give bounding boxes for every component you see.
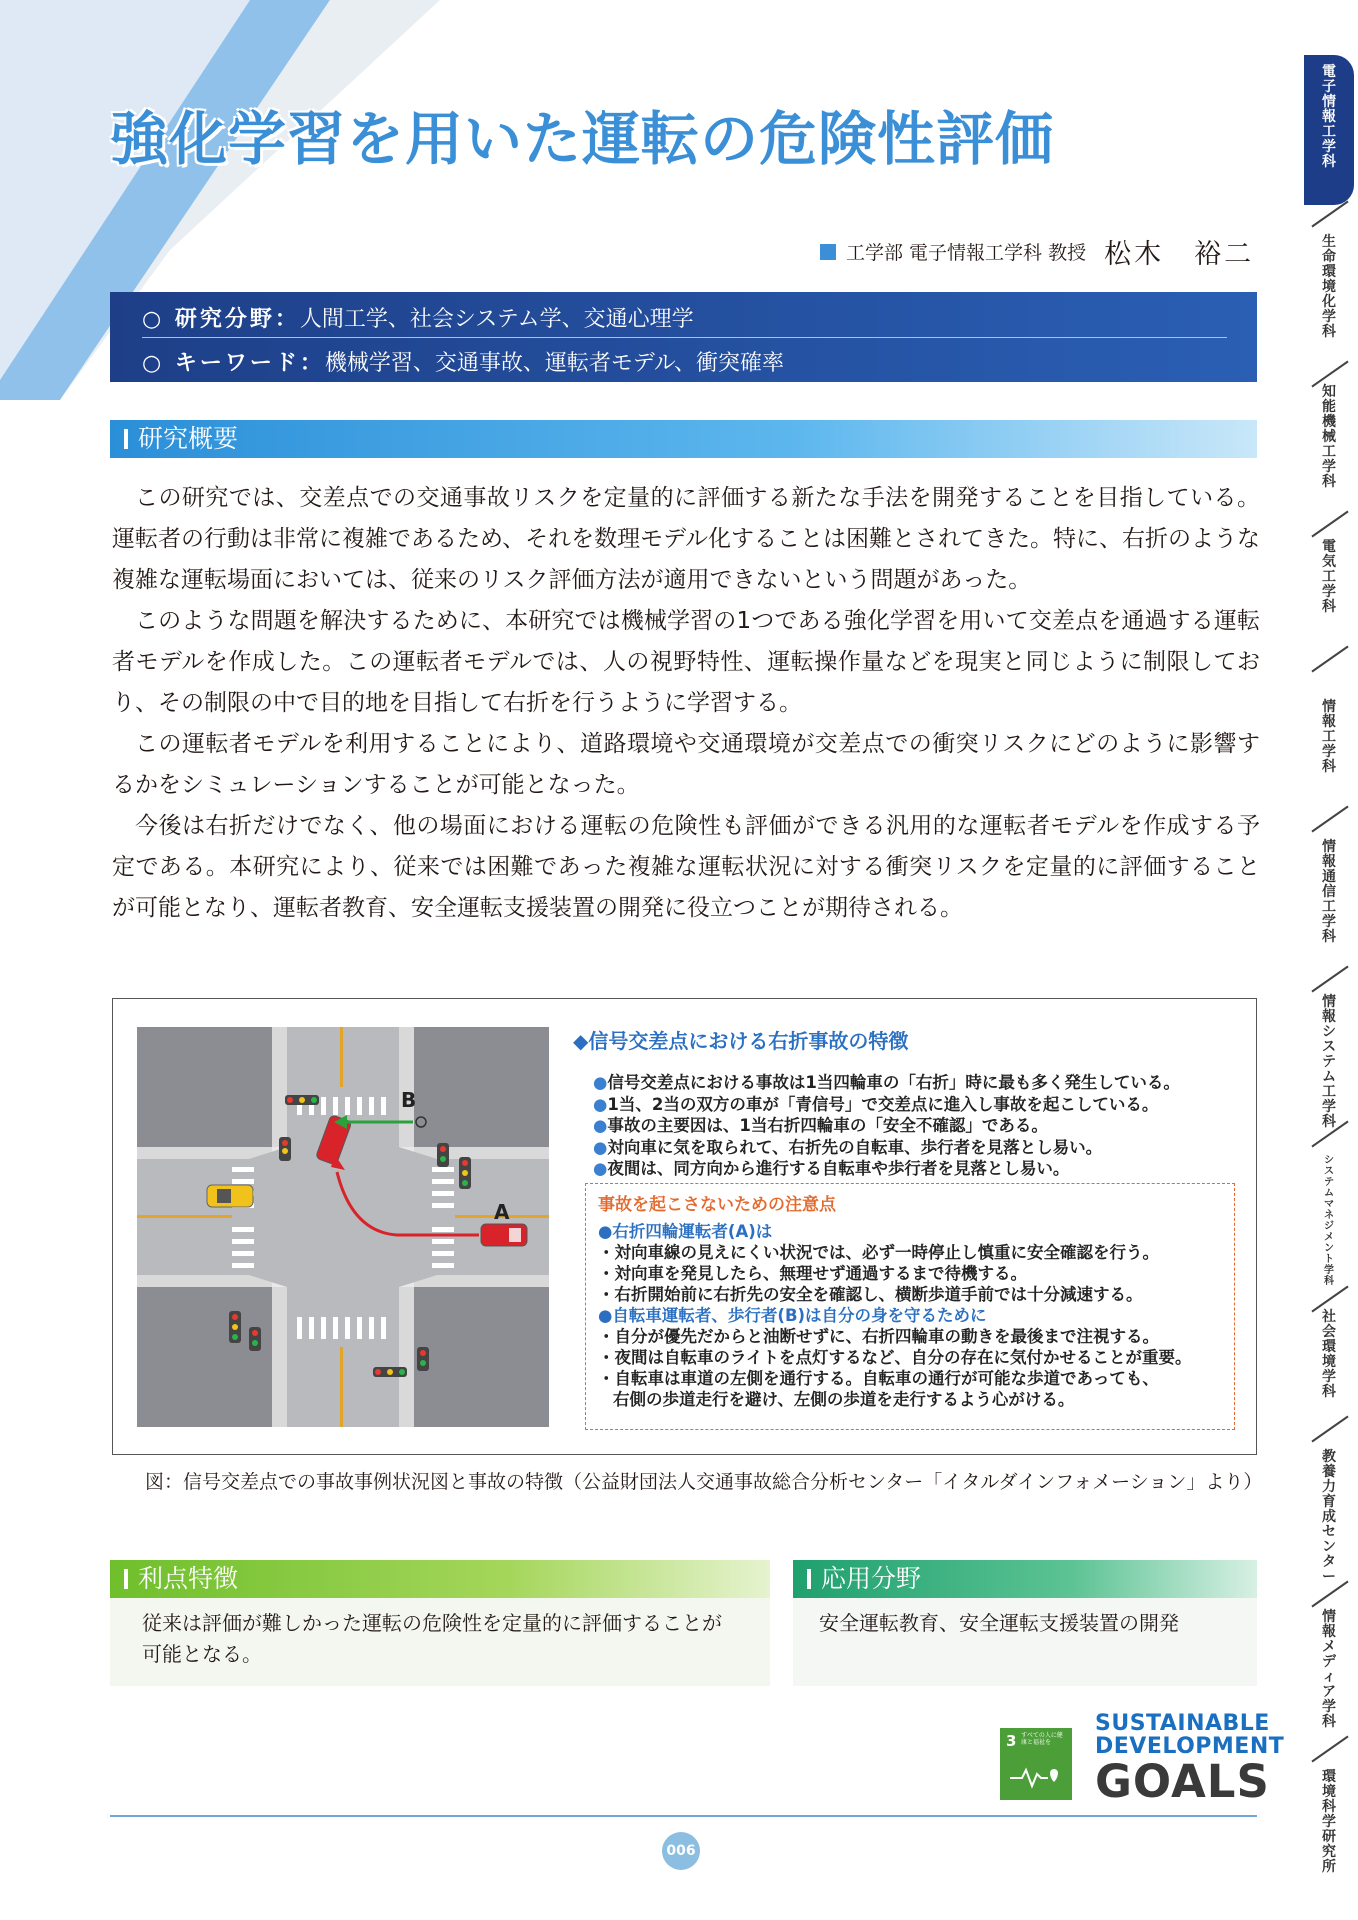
- research-field-value: 人間工学、社会システム学、交通心理学: [299, 307, 694, 332]
- tab-separator: [1311, 646, 1348, 673]
- sidebar-tab[interactable]: [1304, 530, 1354, 650]
- department-sidebar: [1300, 0, 1358, 1920]
- figure-text: [573, 1025, 1233, 1409]
- sidebar-tab[interactable]: [1304, 690, 1354, 810]
- caution-title: 事故を起こさないための注意点: [598, 1195, 836, 1215]
- caution-box: [585, 1183, 1235, 1430]
- merit-heading: 利点特徴: [138, 1564, 239, 1593]
- overview-paragraph: この運転者モデルを利用することにより、道路環境や交通環境が交差点での衝突リスクにどのように影響するかをシミュレーションすることが可能となった。: [112, 731, 1260, 798]
- overview-heading: 研究概要: [138, 424, 239, 453]
- tab-separator: [1311, 806, 1348, 833]
- cyclist-heading: ●自転車運転者、歩行者(B)は自分の身を守るために: [598, 1306, 987, 1325]
- sdg-logo: [1095, 1712, 1284, 1806]
- footer-divider: [110, 1815, 1257, 1817]
- author-name: 松木 裕二: [1104, 239, 1255, 270]
- heading-marker: [124, 429, 128, 449]
- research-info-bar: [110, 292, 1257, 382]
- sidebar-tab-label: 情 報 メ デ ィ ア 学 科: [1322, 1609, 1336, 1730]
- sidebar-tab[interactable]: [1304, 55, 1354, 205]
- keyword-row: [142, 346, 784, 377]
- list-item: ●夜間は、同方向から進行する自転車や歩行者を見落とし易い。: [593, 1159, 1070, 1178]
- sidebar-tab[interactable]: [1304, 985, 1354, 1130]
- list-item: ・右折開始前に右折先の安全を確認し、横断歩道手前では十分減速する。: [598, 1285, 1143, 1304]
- list-item: ●信号交差点における事故は1当四輪車の「右折」時に最も多く発生している。: [593, 1073, 1180, 1092]
- info-divider: [142, 337, 1227, 338]
- sidebar-tab-label: 情 報 シ ス テ ム 工 学 科: [1322, 994, 1336, 1130]
- sidebar-tab-label: シ ス テ ム マ ネ ジ メ ン ト 学 科: [1324, 1155, 1334, 1287]
- overview-paragraph: このような問題を解決するために、本研究では機械学習の1つである強化学習を用いて交差点を通過する運転者モデルを作成した。この運転者モデルでは、人の視野特性、運転操作量などを現実と同じように制限しており、その制限の中で目的地を目指して右折を行うように学習する。: [112, 608, 1260, 716]
- driver-heading: ●右折四輪運転者(A)は: [598, 1222, 773, 1241]
- tab-separator: [1311, 1416, 1348, 1443]
- sidebar-tab-label: 社 会 環 境 学 科: [1322, 1309, 1336, 1400]
- sdg-line3: GOALS: [1095, 1755, 1270, 1808]
- label-a: A: [494, 1200, 510, 1224]
- sidebar-tab[interactable]: [1304, 830, 1354, 970]
- intersection-diagram: [137, 1027, 549, 1427]
- sidebar-tab-label: 情 報 通 信 工 学 科: [1322, 839, 1336, 945]
- sdg-line1: SUSTAINABLE: [1095, 1711, 1270, 1736]
- author-line: [820, 232, 1255, 271]
- sidebar-tab-label: 教 養 力 育 成 セ ン タ ー: [1322, 1449, 1336, 1585]
- list-item: ・対向車を発見したら、無理せず通過するまで待機する。: [598, 1264, 1027, 1283]
- square-bullet-icon: [820, 244, 836, 260]
- figure-caption: 図：信号交差点での事故事例状況図と事故の特徴（公益財団法人交通事故総合分析センター「イタルダインフォメーション」より）: [145, 1471, 1263, 1493]
- application-heading: 応用分野: [821, 1564, 922, 1593]
- sidebar-tab[interactable]: [1304, 1145, 1354, 1290]
- sidebar-tab[interactable]: [1304, 1600, 1354, 1740]
- list-item: ●事故の主要因は、1当右折四輪車の「安全不確認」である。: [593, 1116, 1048, 1135]
- sidebar-tab[interactable]: [1304, 375, 1354, 515]
- research-field-row: [142, 302, 694, 333]
- list-item: 右側の歩道走行を避け、左側の歩道を走行するよう心がける。: [613, 1390, 1075, 1409]
- author-affiliation: 工学部 電子情報工学科 教授: [846, 242, 1087, 264]
- overview-heading-bar: [110, 420, 1257, 458]
- page-title: 強化学習を用いた運転の危険性評価: [110, 105, 1055, 173]
- keyword-label: ○ キーワード：: [142, 351, 325, 376]
- facts-list: [593, 1072, 1233, 1180]
- list-item: ●1当、2当の双方の車が「青信号」で交差点に進入し事故を起こしている。: [593, 1094, 1159, 1114]
- page-number: 006: [662, 1832, 700, 1870]
- sidebar-tab-label: 電 気 工 学 科: [1322, 539, 1336, 615]
- overview-paragraph: 今後は右折だけでなく、他の場面における運転の危険性も評価ができる汎用的な運転者モデルを作成する予定である。本研究により、従来では困難であった複雑な運転状況に対する衝突リスクを定量的に評価することが可能となり、運転者教育、安全運転支援装置の開発に役立つことが期待される。: [112, 813, 1260, 921]
- research-field-label: ○ 研究分野：: [142, 307, 300, 332]
- list-item: ●対向車に気を取られて、右折先の自転車、歩行者を見落とし易い。: [593, 1137, 1103, 1157]
- sdg-goal-3-icon: 3 すべての人に健康と福祉を: [1000, 1728, 1072, 1800]
- overview-paragraph: この研究では、交差点での交通事故リスクを定量的に評価する新たな手法を開発することを目指している。運転者の行動は非常に複雑であるため、それを数理モデル化することは困難とされてきた。特に、右折のような複雑な運転場面においては、従来のリスク評価方法が適用できないという問題があった。: [112, 485, 1260, 593]
- application-heading-bar: [793, 1560, 1257, 1598]
- sidebar-tab-label: 電 子 情 報 工 学 科: [1322, 64, 1336, 170]
- list-item: ・対向車線の見えにくい状況では、必ず一時停止し慎重に安全確認を行う。: [598, 1243, 1159, 1262]
- sdg-line2: DEVELOPMENT: [1095, 1734, 1285, 1759]
- list-item: ・自転車は車道の左側を通行する。自転車の通行が可能な歩道であっても、: [598, 1369, 1159, 1388]
- overview-body: [112, 478, 1260, 929]
- merit-text: 従来は評価が難しかった運転の危険性を定量的に評価することが可能となる。: [110, 1598, 770, 1686]
- figure-box: [112, 998, 1257, 1455]
- tab-separator: [1311, 1736, 1348, 1763]
- figure-title: ◆信号交差点における右折事故の特徴: [573, 1029, 909, 1053]
- label-b: B: [401, 1088, 417, 1112]
- list-item: ・自分が優先だからと油断せずに、右折四輪車の動きを最後まで注視する。: [598, 1327, 1159, 1346]
- list-item: ・夜間は自転車のライトを点灯するなど、自分の存在に気付かせることが重要。: [598, 1348, 1192, 1367]
- sidebar-tab[interactable]: [1304, 1760, 1354, 1890]
- sidebar-tab-label: 生 命 環 境 化 学 科: [1322, 234, 1336, 340]
- sidebar-tab-label: 知 能 機 械 工 学 科: [1322, 384, 1336, 490]
- sidebar-tab[interactable]: [1304, 1440, 1354, 1585]
- heading-marker: [807, 1569, 811, 1589]
- sidebar-tab[interactable]: [1304, 1300, 1354, 1420]
- heading-marker: [124, 1569, 128, 1589]
- application-text: 安全運転教育、安全運転支援装置の開発: [793, 1598, 1257, 1686]
- sidebar-tab[interactable]: [1304, 225, 1354, 365]
- merit-heading-bar: [110, 1560, 770, 1598]
- keyword-value: 機械学習、交通事故、運転者モデル、衝突確率: [324, 351, 785, 376]
- sidebar-tab-label: 情 報 工 学 科: [1322, 699, 1336, 775]
- sidebar-tab-label: 環 境 科 学 研 究 所: [1322, 1769, 1336, 1875]
